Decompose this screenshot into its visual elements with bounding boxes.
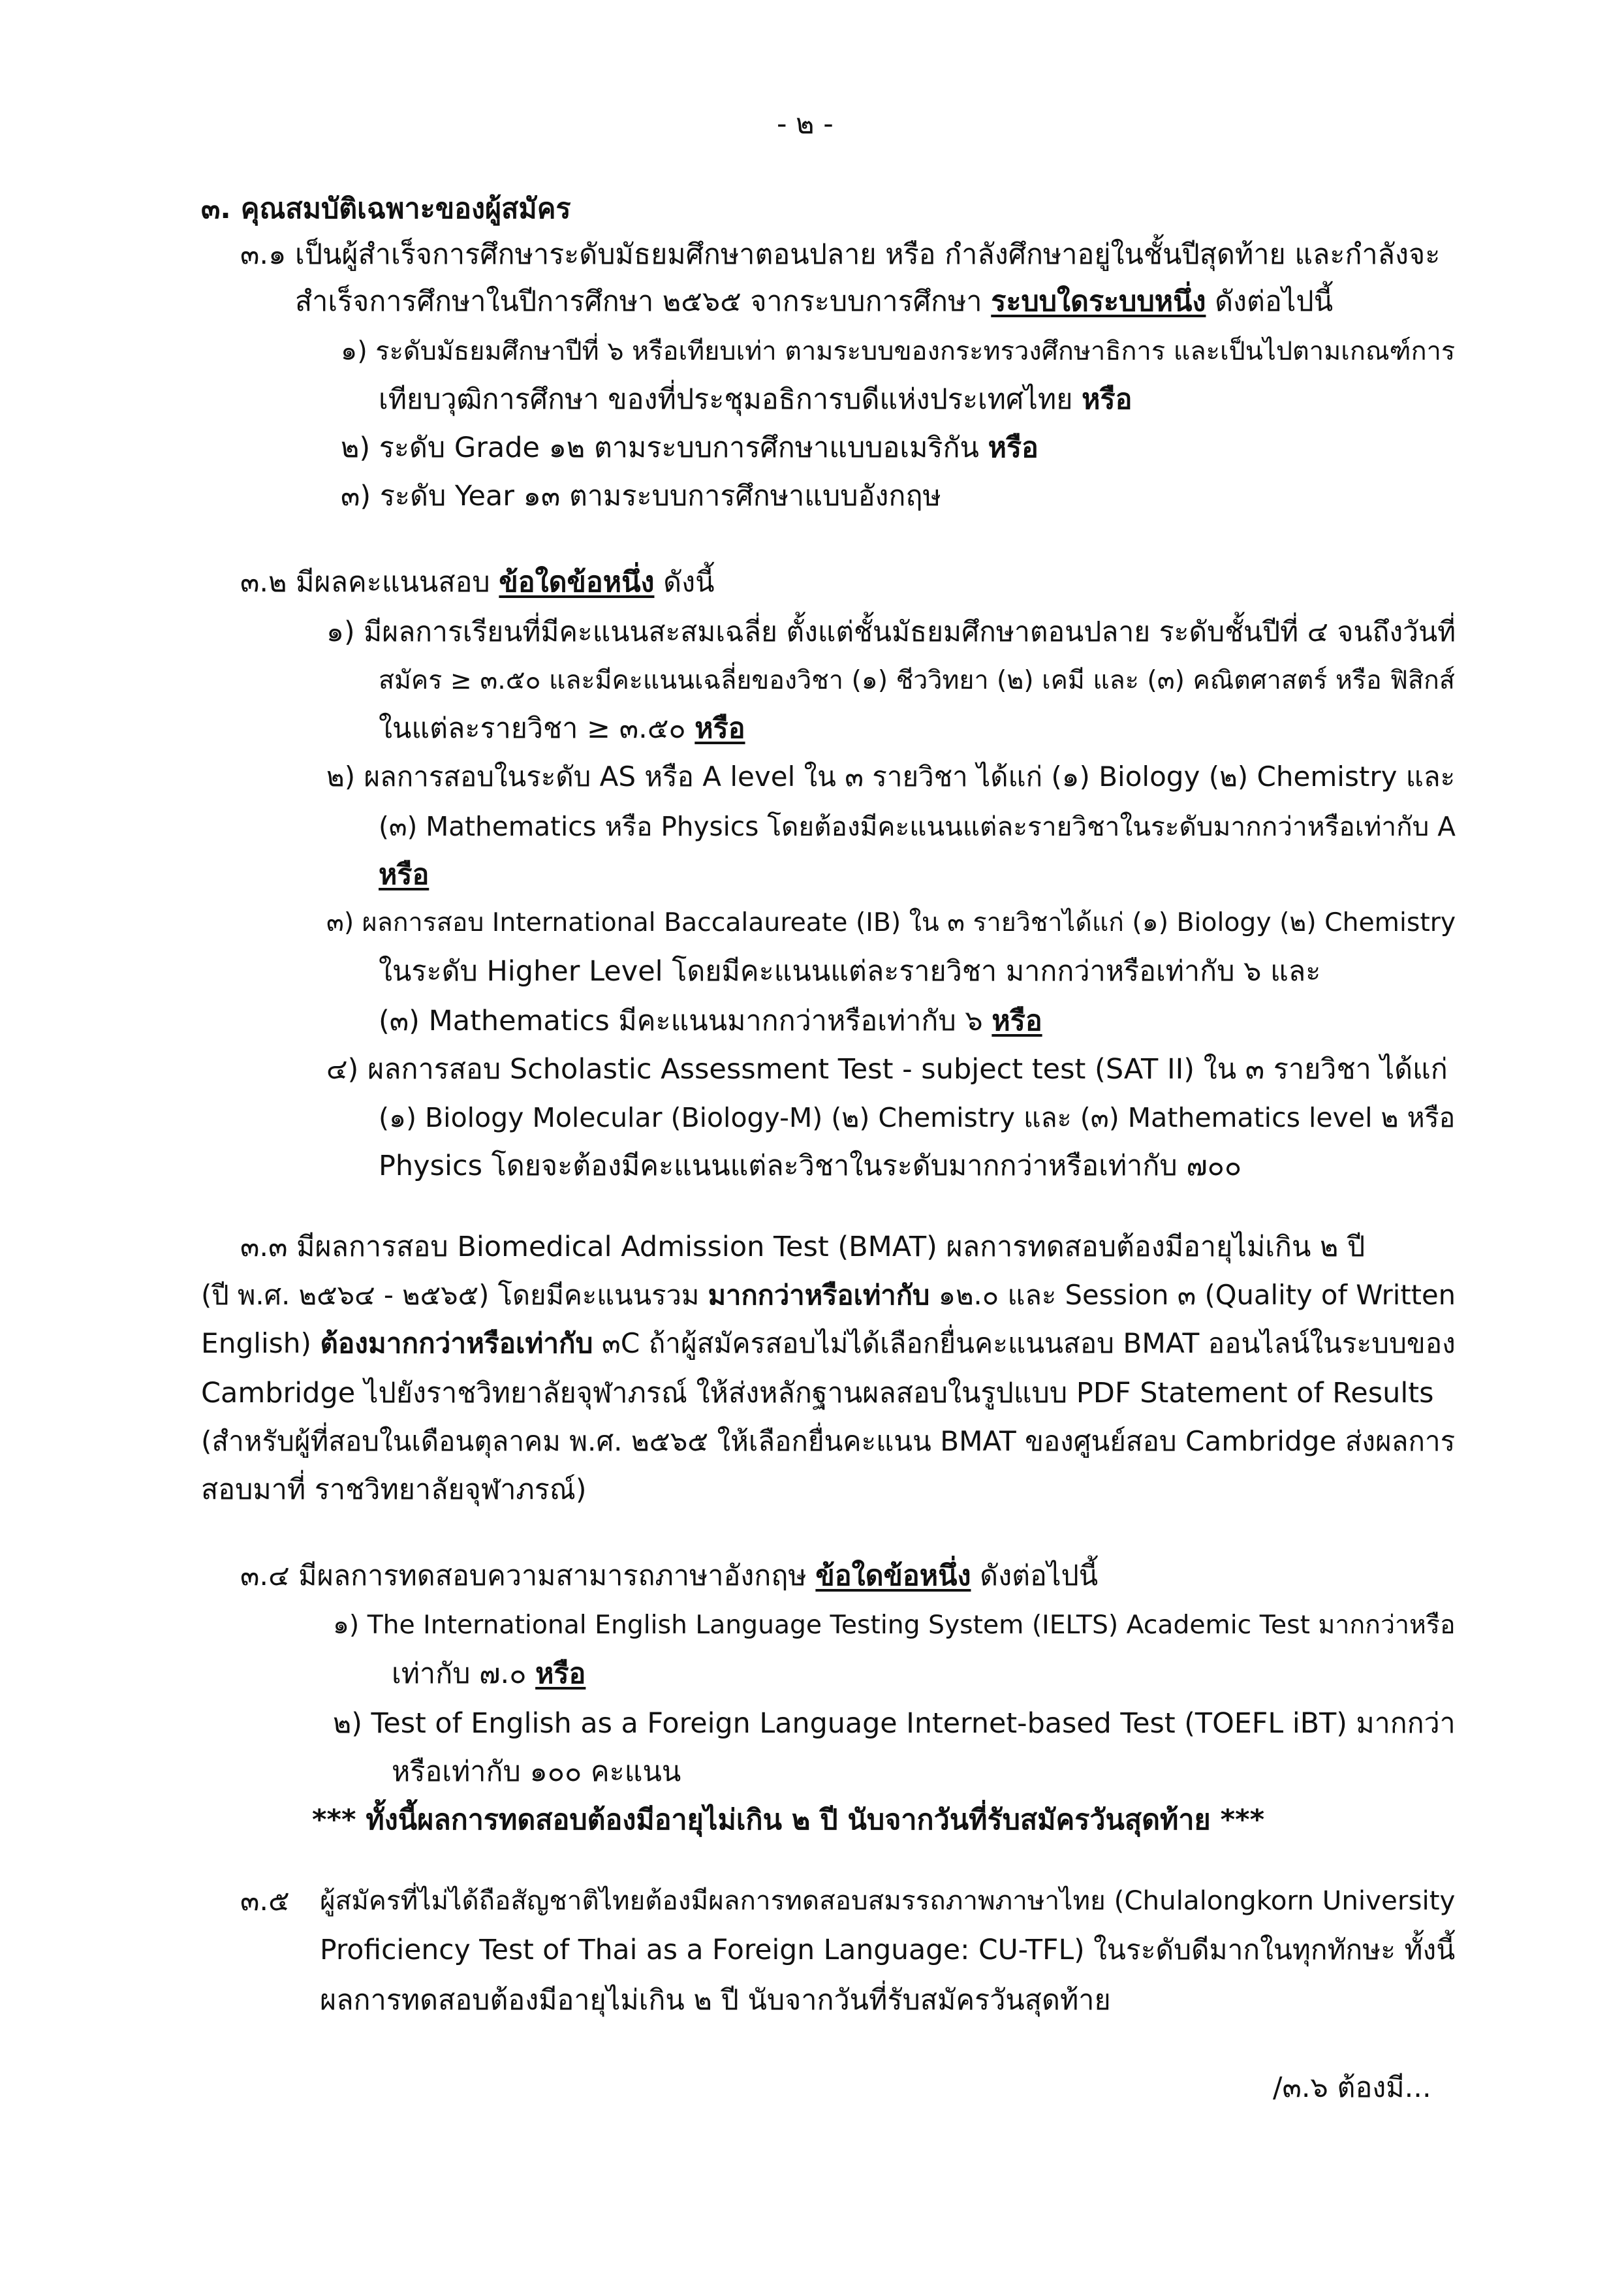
s34-emphasis: ข้อใดข้อหนึ่ง: [815, 1560, 971, 1592]
s32-item1-line1: ๑) มีผลการเรียนที่มีคะแนนสะสมเฉลี่ย ตั้งแต่ชั้นมัธยมศึกษาตอนปลาย ระดับชั้นปีที่ ๔ จนถึงวันที่: [326, 616, 1456, 648]
s35-line3: ผลการทดสอบต้องมีอายุไม่เกิน ๒ ปี นับจากวันที่รับสมัครวันสุดท้าย: [320, 1984, 1111, 2017]
s33-line5: (สำหรับผู้ที่สอบในเดือนตุลาคม พ.ศ. ๒๕๖๕ ให้เลือกยื่นคะแนน BMAT ของศูนย์สอบ Cambridge ส่งผลการ: [201, 1425, 1456, 1457]
s34-item1-line1: ๑) The International English Language Testing System (IELTS) Academic Test มากกว่าหรือ: [333, 1611, 1456, 1640]
s32-item2-line3: หรือ: [379, 858, 429, 891]
s33-line1: ๓.๓ มีผลการสอบ Biomedical Admission Test (BMAT) ผลการทดสอบต้องมีอายุไม่เกิน ๒ ปี: [240, 1231, 1366, 1263]
s32-item1-line2: สมัคร ≥ ๓.๕๐ และมีคะแนนเฉลี่ยของวิชา (๑) ชีววิทยา (๒) เคมี และ (๓) คณิตศาสตร์ หรือ ฟิสิกส์: [379, 665, 1455, 695]
s31-item1-line2: เทียบวุฒิการศึกษา ของที่ประชุมอธิการบดีแห่งประเทศไทย หรือ: [379, 383, 1132, 416]
s32-item2-line1: ๒) ผลการสอบในระดับ AS หรือ A level ใน ๓ รายวิชา ได้แก่ (๑) Biology (๒) Chemistry และ: [326, 761, 1456, 793]
s33-line4: Cambridge ไปยังราชวิทยาลัยจุฬาภรณ์ ให้ส่งหลักฐานผลสอบในรูปแบบ PDF Statement of Results: [201, 1377, 1434, 1409]
s33-line3: English) ต้องมากกว่าหรือเท่ากับ ๓C ถ้าผู้สมัครสอบไม่ได้เลือกยื่นคะแนนสอบ BMAT ออนไลน์ในระบบของ: [201, 1327, 1456, 1359]
continuation-note: /๓.๖ ต้องมี...: [1273, 2071, 1431, 2104]
s31-item3: ๓) ระดับ Year ๑๓ ตามระบบการศึกษาแบบอังกฤษ: [341, 480, 941, 512]
s32-item3-line1: ๓) ผลการสอบ International Baccalaureate (IB) ใน ๓ รายวิชาได้แก่ (๑) Biology (๒) Chemistry: [326, 908, 1456, 937]
s32-item4-line1: ๔) ผลการสอบ Scholastic Assessment Test - subject test (SAT II) ใน ๓ รายวิชา ได้แก่: [326, 1053, 1448, 1086]
s31-item1-line1: ๑) ระดับมัธยมศึกษาปีที่ ๖ หรือเทียบเท่า ตามระบบของกระทรวงศึกษาธิการ และเป็นไปตามเกณฑ์การ: [341, 336, 1456, 366]
s35-number: ๓.๕: [240, 1885, 290, 1917]
page-number: - ๒ -: [777, 108, 834, 140]
s32-item3-line2: ในระดับ Higher Level โดยมีคะแนนแต่ละรายวิชา มากกว่าหรือเท่ากับ ๖ และ: [379, 955, 1321, 988]
s33-line2: (ปี พ.ศ. ๒๕๖๔ - ๒๕๖๕) โดยมีคะแนนรวม มากกว่าหรือเท่ากับ ๑๒.๐ และ Session ๓ (Quality of Written: [201, 1279, 1456, 1311]
section-heading: ๓. คุณสมบัติเฉพาะของผู้สมัคร: [201, 193, 571, 225]
s31-line2: สำเร็จการศึกษาในปีการศึกษา ๒๕๖๕ จากระบบการศึกษา ระบบใดระบบหนึ่ง ดังต่อไปนี้: [295, 285, 1334, 318]
s32-item4-line3: Physics โดยจะต้องมีคะแนนแต่ละวิชาในระดับมากกว่าหรือเท่ากับ ๗๐๐: [379, 1150, 1242, 1182]
s34-item1-line2: เท่ากับ ๗.๐ หรือ: [392, 1658, 586, 1690]
s34-note: *** ทั้งนี้ผลการทดสอบต้องมีอายุไม่เกิน ๒ ปี นับจากวันที่รับสมัครวันสุดท้าย ***: [312, 1804, 1265, 1836]
s32-item3-line3: (๓) Mathematics มีคะแนนมากกว่าหรือเท่ากับ ๖ หรือ: [379, 1005, 1042, 1037]
s32-item1-line3: ในแต่ละรายวิชา ≥ ๓.๕๐ หรือ: [379, 712, 745, 745]
s34-heading: ๓.๔ มีผลการทดสอบความสามารถภาษาอังกฤษ ข้อใดข้อหนึ่ง ดังต่อไปนี้: [240, 1560, 1099, 1592]
s32-emphasis: ข้อใดข้อหนึ่ง: [499, 566, 655, 599]
s35-line2: Proficiency Test of Thai as a Foreign Language: CU-TFL) ในระดับดีมากในทุกทักษะ ทั้งนี้: [320, 1934, 1456, 1966]
s31-item2: ๒) ระดับ Grade ๑๒ ตามระบบการศึกษาแบบอเมริกัน หรือ: [341, 432, 1038, 464]
s31-line1: ๓.๑ เป็นผู้สำเร็จการศึกษาระดับมัธยมศึกษาตอนปลาย หรือ กำลังศึกษาอยู่ในชั้นปีสุดท้าย และกำลังจะ: [240, 238, 1441, 271]
s33-line6: สอบมาที่ ราชวิทยาลัยจุฬาภรณ์): [201, 1473, 587, 1506]
s32-item2-line2: (๓) Mathematics หรือ Physics โดยต้องมีคะแนนแต่ละรายวิชาในระดับมากกว่าหรือเท่ากับ A: [379, 811, 1456, 842]
s34-item2-line1: ๒) Test of English as a Foreign Language Internet-based Test (TOEFL iBT) มากกว่า: [333, 1707, 1456, 1740]
s34-item2-line2: หรือเท่ากับ ๑๐๐ คะแนน: [392, 1755, 681, 1788]
s32-item4-line2: (๑) Biology Molecular (Biology-M) (๒) Chemistry และ (๓) Mathematics level ๒ หรือ: [379, 1102, 1456, 1133]
s32-heading: ๓.๒ มีผลคะแนนสอบ ข้อใดข้อหนึ่ง ดังนี้: [240, 566, 715, 599]
s31-emphasis: ระบบใดระบบหนึ่ง: [991, 285, 1206, 318]
s35-line1: ผู้สมัครที่ไม่ได้ถือสัญชาติไทยต้องมีผลการทดสอบสมรรถภาพภาษาไทย (Chulalongkorn University: [320, 1885, 1456, 1916]
